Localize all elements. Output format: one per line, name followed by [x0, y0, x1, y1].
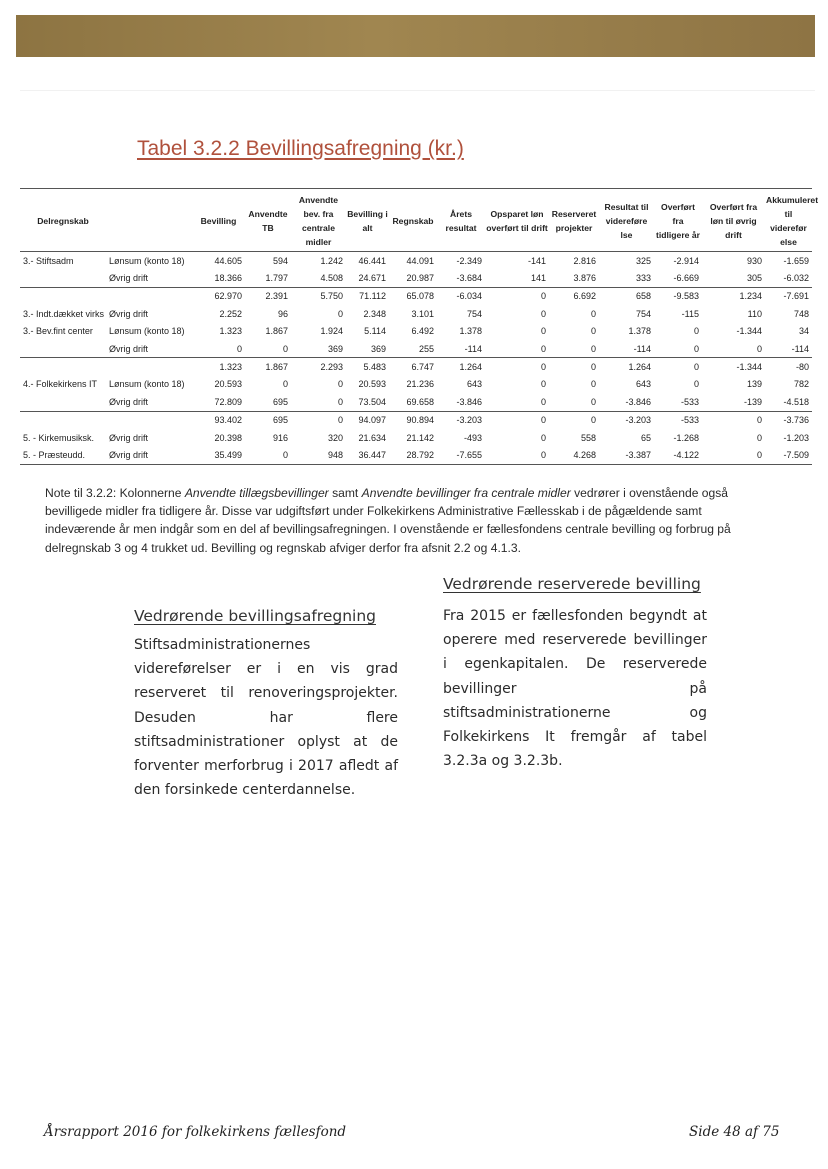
table-cell: 305: [746, 273, 762, 284]
table-cell: 0: [549, 411, 599, 429]
table-cell: -1.203: [783, 432, 809, 443]
table-cell: -493: [463, 432, 482, 443]
table-cell: -1.344: [702, 358, 765, 376]
table-cell: 34: [798, 326, 809, 337]
note-suffix: vedrører i ovenstående også bevilligede midler fra tidligere år. Disse var udgiftsført under Folkekirkens Administrative Fællesskab i de pågældende samt indeværende år men indgår som en del af bevillingsafregningen. I ovenstående er fællesfondens centrale bevilling og forbrug på delregnskab 3 og 4 trukket ud. Bevilling og regnskab afviger derfor fra afsnit 2.2 og 4.1.3.: [45, 486, 731, 555]
table-cell: -114: [464, 343, 482, 354]
table-cell: 6.747: [389, 358, 437, 376]
table-cell: 0: [702, 411, 765, 429]
table-cell: [106, 287, 192, 305]
table-cell: 0: [236, 343, 242, 354]
table-cell: 2.252: [219, 308, 242, 319]
table-cell: 754: [635, 308, 651, 319]
table-row: [20, 323, 812, 340]
table-cell: -7.691: [765, 287, 812, 305]
table-cell: 0: [702, 446, 765, 464]
table-cell: -3.736: [765, 411, 812, 429]
table-cell: 141: [530, 273, 546, 284]
table-cell: 1.378: [628, 326, 651, 337]
table-cell: 0: [654, 358, 702, 376]
table-cell: 1.323: [192, 358, 245, 376]
table-cell: 36.447: [346, 446, 389, 464]
table-cell: [20, 393, 106, 411]
table-cell: -115: [681, 308, 699, 319]
table-cell: -4.122: [654, 446, 702, 464]
table-cell: 3.101: [411, 308, 434, 319]
table-cell: 1.797: [265, 273, 288, 284]
table-cell: -80: [765, 358, 812, 376]
table-cell: 643: [466, 379, 482, 390]
table-cell: Øvrig drift: [109, 308, 149, 319]
table-cell: 1.323: [219, 326, 242, 337]
table-cell: 1.867: [245, 358, 291, 376]
appropriation-section-body: Stiftsadministrationernes videreførelser er i en vis grad reserveret til renoveringsprojekter. Desuden har flere stiftsadministrationer oplyst at de forventer merforbrug i 2017 afledt af den forsinkede centerdannelse.: [134, 637, 398, 799]
table-cell: 0: [485, 358, 549, 376]
table-cell: 20.398: [214, 432, 242, 443]
table-cell: 96: [277, 308, 288, 319]
column-header: Opsparet løn overført til drift: [485, 189, 549, 252]
table-cell: 4.- Folkekirkens IT: [23, 379, 98, 390]
table-cell: 930: [746, 255, 762, 266]
table-cell: 20.593: [214, 379, 242, 390]
table-cell: -3.387: [599, 446, 654, 464]
table-cell: 0: [540, 308, 546, 319]
table-cell: 4.508: [320, 273, 343, 284]
column-header: [106, 189, 192, 252]
table-cell: 5. - Kirkemusiksk.: [23, 432, 95, 443]
table-cell: 782: [793, 379, 809, 390]
table-cell: 0: [693, 379, 699, 390]
table-cell: 6.492: [411, 326, 434, 337]
table-cell: 44.605: [214, 255, 242, 266]
table-cell: 369: [327, 343, 343, 354]
table-cell: 62.970: [192, 287, 245, 305]
table-cell: 0: [590, 308, 596, 319]
table-cell: 21.634: [358, 432, 386, 443]
table-cell: 916: [272, 432, 288, 443]
table-cell: 658: [599, 287, 654, 305]
column-header: Anvendte bev. fra centrale midler: [291, 189, 346, 252]
table-cell: 695: [245, 411, 291, 429]
table-cell: 255: [418, 343, 434, 354]
table-row: [20, 305, 812, 322]
table-cell: 0: [282, 343, 288, 354]
table-cell: -114: [633, 343, 651, 354]
table-header-row: [20, 189, 812, 252]
table-cell: -533: [680, 396, 699, 407]
table-cell: 0: [590, 343, 596, 354]
column-header: Overført fra løn til øvrig drift: [702, 189, 765, 252]
table-cell: [20, 269, 106, 287]
table-cell: -9.583: [654, 287, 702, 305]
appropriation-table: [20, 188, 819, 465]
table-cell: -6.032: [783, 273, 809, 284]
table-cell: 46.441: [358, 255, 386, 266]
reserved-section-title: Vedrørende reserverede bevilling: [443, 575, 701, 593]
table-cell: -3.846: [625, 396, 651, 407]
table-cell: 90.894: [389, 411, 437, 429]
column-header: Regnskab: [389, 189, 437, 252]
table-cell: 0: [540, 343, 546, 354]
table-row: [20, 411, 812, 429]
column-header: Resultat til videreføre lse: [599, 189, 654, 252]
table-cell: 2.391: [245, 287, 291, 305]
table-cell: Lønsum (konto 18): [109, 255, 185, 266]
table-cell: Øvrig drift: [109, 432, 149, 443]
note-emphasis-1: Anvendte tillægsbevillinger: [184, 486, 329, 500]
table-cell: 1.924: [320, 326, 343, 337]
table-cell: 0: [693, 326, 699, 337]
table-row: [20, 287, 812, 305]
table-cell: 93.402: [192, 411, 245, 429]
table-cell: -3.203: [437, 411, 485, 429]
table-cell: 44.091: [406, 255, 434, 266]
table-cell: 65: [640, 432, 651, 443]
table-cell: [106, 358, 192, 376]
column-header: Årets resultat: [437, 189, 485, 252]
table-cell: 1.867: [265, 326, 288, 337]
table-cell: 369: [370, 343, 386, 354]
table-cell: 94.097: [346, 411, 389, 429]
column-header: Delregnskab: [20, 189, 106, 252]
table-cell: 594: [272, 255, 288, 266]
table-cell: Lønsum (konto 18): [109, 379, 185, 390]
table-cell: 73.504: [358, 396, 386, 407]
table-cell: 20.593: [358, 379, 386, 390]
table-cell: [106, 411, 192, 429]
table-cell: Øvrig drift: [109, 396, 149, 407]
table-cell: 110: [747, 308, 762, 319]
table-cell: -7.655: [437, 446, 485, 464]
table-cell: 0: [590, 326, 596, 337]
table-note: [45, 484, 775, 557]
table-cell: 0: [540, 326, 546, 337]
table-cell: 20.987: [406, 273, 434, 284]
table-row: [20, 340, 812, 358]
table-row: [20, 446, 812, 464]
table-cell: [20, 411, 106, 429]
table-body: [20, 252, 812, 465]
table-cell: 754: [466, 308, 482, 319]
table-cell: 0: [590, 396, 596, 407]
table-cell: 0: [540, 379, 546, 390]
footer-report-title: Årsrapport 2016 for folkekirkens fællesfond: [44, 1124, 347, 1140]
column-header: Anvendte TB: [245, 189, 291, 252]
column-header: Reserveret projekter: [549, 189, 599, 252]
reserved-section-body: Fra 2015 er fællesfonden begyndt at operere med reserverede bevillinger i egenkapitalen. De reserverede bevillinger på stiftsadministrationerne og Folkekirkens It fremgår af tabel 3.2.3a og 3.2.3b.: [443, 608, 707, 770]
column-header: Akkumuleret til viderefør else: [765, 189, 812, 252]
table-cell: -6.669: [673, 273, 699, 284]
table-cell: Øvrig drift: [109, 273, 149, 284]
table-cell: 325: [635, 255, 651, 266]
table-cell: 1.264: [437, 358, 485, 376]
table-cell: 5.114: [364, 326, 386, 337]
table-cell: 0: [549, 358, 599, 376]
table-cell: 139: [746, 379, 762, 390]
table-row: [20, 252, 812, 270]
table-cell: -3.684: [456, 273, 482, 284]
table-cell: Lønsum (konto 18): [109, 326, 185, 337]
table-cell: -3.203: [599, 411, 654, 429]
note-emphasis-2: Anvendte bevillinger fra centrale midler: [361, 486, 571, 500]
table-cell: 21.142: [406, 432, 434, 443]
table-cell: -1.268: [673, 432, 699, 443]
table-cell: 6.692: [549, 287, 599, 305]
table-cell: 3.- Bev.fint center: [23, 326, 93, 337]
table-cell: 558: [580, 432, 596, 443]
footer-page-number: Side 48 af 75: [689, 1124, 780, 1140]
table-row: [20, 429, 812, 446]
table-cell: 0: [590, 379, 596, 390]
table-cell: 0: [337, 396, 343, 407]
table-row: [20, 376, 812, 393]
table-cell: -1.659: [783, 255, 809, 266]
table-cell: 1.234: [702, 287, 765, 305]
table-cell: 333: [635, 273, 651, 284]
table-cell: -3.846: [456, 396, 482, 407]
note-mid: samt: [328, 486, 362, 500]
table-cell: 0: [693, 343, 699, 354]
table-cell: 35.499: [192, 446, 245, 464]
table-cell: -2.349: [456, 255, 482, 266]
table-cell: 5. - Præsteudd.: [20, 446, 106, 464]
table-cell: -2.914: [673, 255, 699, 266]
note-prefix: Note til 3.2.2: Kolonnerne: [45, 486, 185, 500]
table-cell: 1.242: [320, 255, 343, 266]
table-cell: -6.034: [437, 287, 485, 305]
table-cell: -139: [743, 396, 762, 407]
table-cell: 4.268: [549, 446, 599, 464]
table-cell: 643: [635, 379, 651, 390]
table-cell: 0: [540, 396, 546, 407]
table-cell: 5.483: [346, 358, 389, 376]
table-cell: 65.078: [389, 287, 437, 305]
table-cell: 0: [485, 411, 549, 429]
column-header: Bevilling i alt: [346, 189, 389, 252]
table-cell: 69.658: [406, 396, 434, 407]
header-rule: [20, 90, 815, 91]
table-cell: 2.293: [291, 358, 346, 376]
table-cell: 948: [291, 446, 346, 464]
table-cell: 2.816: [573, 255, 596, 266]
table-cell: Øvrig drift: [106, 446, 192, 464]
table-cell: 0: [337, 308, 343, 319]
appropriation-section-title: Vedrørende bevillingsafregning: [134, 607, 376, 625]
table-cell: 18.366: [214, 273, 242, 284]
table-cell: -7.509: [765, 446, 812, 464]
table-cell: [20, 358, 106, 376]
table-cell: 5.750: [291, 287, 346, 305]
table-cell: -4.518: [783, 396, 809, 407]
table-row: [20, 269, 812, 287]
table-cell: 3.876: [573, 273, 596, 284]
table-cell: 2.348: [363, 308, 386, 319]
table-cell: 0: [540, 432, 546, 443]
column-header: Bevilling: [192, 189, 245, 252]
table-cell: 0: [337, 379, 343, 390]
table-cell: 0: [291, 411, 346, 429]
table-cell: 72.809: [214, 396, 242, 407]
table-cell: 0: [485, 287, 549, 305]
table-row: [20, 358, 812, 376]
table-cell: 0: [245, 446, 291, 464]
table-cell: -1.344: [736, 326, 762, 337]
table-cell: 3.- Stiftsadm: [23, 255, 74, 266]
table-cell: 1.264: [599, 358, 654, 376]
table-cell: -114: [791, 343, 809, 354]
table-cell: 0: [756, 343, 762, 354]
table-cell: 21.236: [406, 379, 434, 390]
table-cell: 71.112: [346, 287, 389, 305]
table-cell: Øvrig drift: [109, 343, 149, 354]
table-cell: 0: [282, 379, 288, 390]
table-cell: 3.- Indt.dækket virks: [23, 308, 105, 319]
table-cell: 320: [327, 432, 343, 443]
table-row: [20, 393, 812, 411]
table-title: Tabel 3.2.2 Bevillingsafregning (kr.): [137, 137, 464, 160]
table-cell: 28.792: [389, 446, 437, 464]
column-header: Overført fra tidligere år: [654, 189, 702, 252]
table-cell: -141: [527, 255, 546, 266]
table-cell: 0: [485, 446, 549, 464]
table-cell: [20, 287, 106, 305]
table-cell: -533: [654, 411, 702, 429]
table-cell: 1.378: [459, 326, 482, 337]
table-cell: [20, 340, 106, 358]
table-cell: 0: [756, 432, 762, 443]
header-banner: [16, 15, 815, 57]
table-cell: 695: [272, 396, 288, 407]
table-cell: 748: [793, 308, 809, 319]
table-cell: 24.671: [358, 273, 386, 284]
